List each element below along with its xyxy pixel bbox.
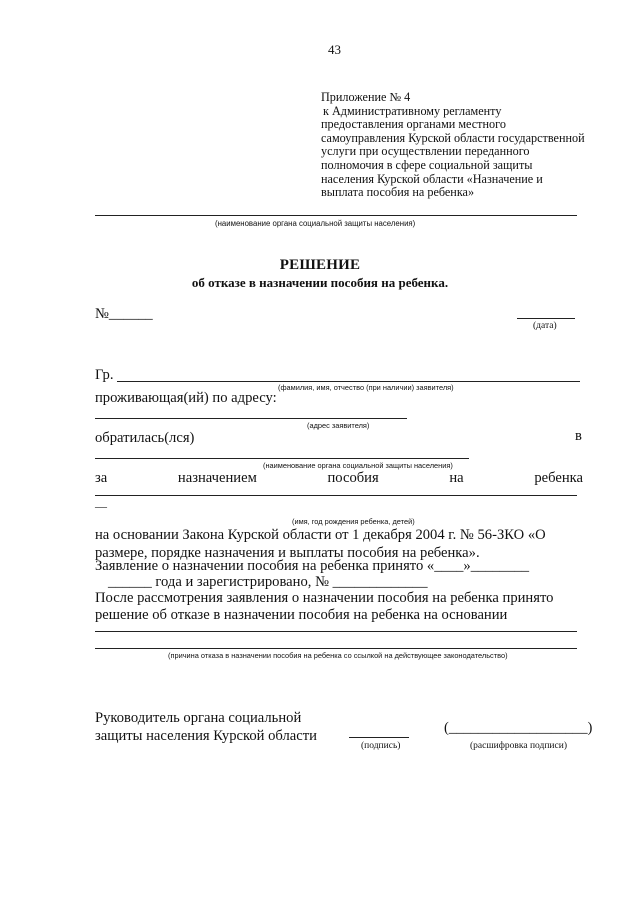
decoding-caption: (расшифровка подписи)	[470, 741, 567, 751]
date-line[interactable]	[517, 318, 575, 319]
appendix-line: Приложение № 4	[321, 90, 411, 104]
applied-label: обратилась(лся)	[95, 430, 195, 446]
document-subtitle: об отказе в назначении пособия на ребенка.	[191, 275, 449, 290]
basis-line: на основании Закона Курской области от 1 декабря 2004 г. № 56-ЗКО «О	[95, 527, 546, 543]
reason-line-2[interactable]	[95, 648, 577, 649]
appendix-line: населения Курской области «Назначение и	[321, 171, 543, 186]
signer-line: Руководитель органа социальной	[95, 710, 302, 726]
address-line[interactable]	[95, 418, 407, 419]
citizen-label: Гр.	[95, 367, 114, 383]
child-caption: (имя, год рождения ребенка, детей)	[292, 517, 415, 526]
decision-number-field[interactable]: №______	[95, 306, 153, 322]
org-name-caption: (наименование органа социальной защиты населения)	[215, 219, 416, 228]
basis-paragraph	[95, 526, 546, 562]
signature-caption: (подпись)	[361, 741, 401, 751]
residing-label: проживающая(ий) по адресу:	[95, 390, 277, 406]
date-caption: (дата)	[533, 321, 557, 331]
appendix-line: самоуправления Курской области государственной	[321, 130, 585, 145]
page-number: 43	[328, 42, 341, 57]
purpose-word: ребенка	[534, 470, 583, 486]
appendix-line: выплата пособия на ребенка»	[321, 185, 475, 200]
reason-line-1[interactable]	[95, 631, 577, 632]
appendix-line: услуги при осуществлении переданного	[321, 144, 530, 159]
purpose-row	[95, 470, 583, 487]
org-applied-line[interactable]	[95, 458, 469, 459]
purpose-word: пособия	[327, 470, 379, 486]
appendix-line: предоставления органами местного	[321, 117, 506, 132]
org-applied-caption: (наименование органа социальной защиты населения)	[263, 461, 453, 470]
purpose-word: на	[449, 470, 464, 486]
decision-line: решение об отказе в назначении пособия на ребенка на основании	[95, 607, 508, 623]
purpose-word: за	[95, 470, 108, 486]
appendix-block	[321, 91, 585, 200]
child-info-line[interactable]	[95, 495, 577, 496]
document-title: РЕШЕНИЕ	[279, 257, 361, 273]
application-line-2[interactable]: ______ года и зарегистрировано, № _____________	[108, 574, 428, 590]
decision-line: После рассмотрения заявления о назначении пособия на ребенка принято	[95, 590, 554, 606]
signature-line[interactable]	[349, 737, 409, 738]
applied-in-word: в	[575, 428, 582, 444]
decoding-field[interactable]: (___________________)	[444, 720, 593, 736]
basis-line: размере, порядке назначения и выплаты пособия на ребенка».	[95, 545, 480, 561]
child-dash: —	[95, 499, 107, 513]
application-line-1[interactable]: Заявление о назначении пособия на ребенка принято «____»________	[95, 558, 530, 574]
signer-title	[95, 709, 317, 745]
fio-caption: (фамилия, имя, отчество (при наличии) заявителя)	[278, 383, 454, 392]
org-name-line[interactable]	[95, 215, 577, 216]
address-caption: (адрес заявителя)	[307, 421, 370, 430]
appendix-line: полномочия в сфере социальной защиты	[321, 157, 533, 172]
signer-line: защиты населения Курской области	[95, 728, 317, 744]
decision-paragraph	[95, 590, 553, 624]
purpose-word: назначением	[177, 470, 257, 486]
appendix-line: к Административному регламенту	[323, 103, 502, 118]
reason-caption: (причина отказа в назначении пособия на ребенка со ссылкой на действующее законодательство)	[168, 651, 508, 660]
citizen-fio-line[interactable]	[117, 381, 580, 382]
